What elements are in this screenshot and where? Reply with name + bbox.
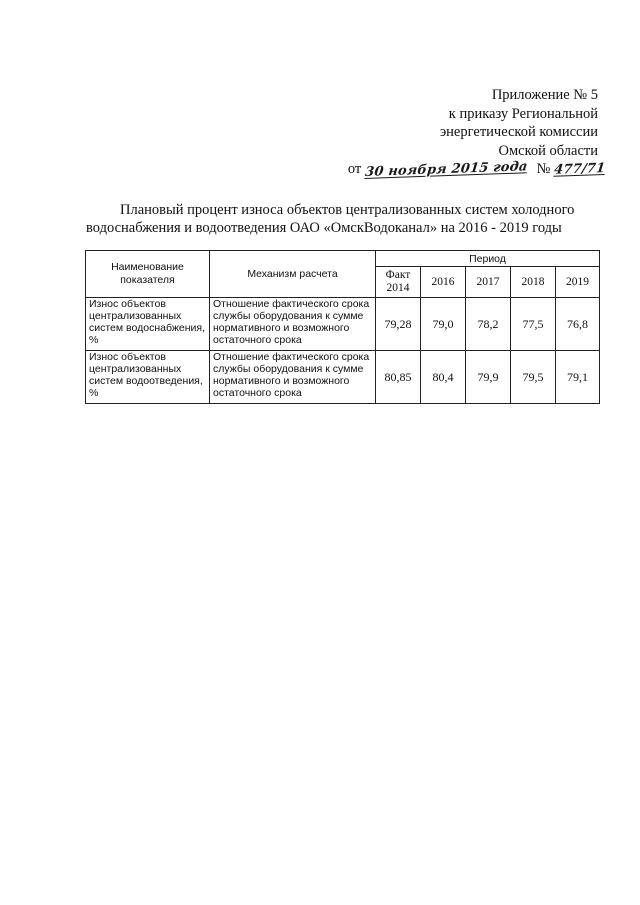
table-row <box>86 298 600 351</box>
indicator-name: Износ объектов централизованных систем водоснабжения, % <box>86 298 210 351</box>
handwritten-number: 477/71 <box>553 160 607 178</box>
from-label: от <box>347 161 362 177</box>
depreciation-table <box>85 250 600 404</box>
order-reference: к приказу Региональной <box>448 105 598 122</box>
appendix-number: Приложение № 5 <box>491 87 598 103</box>
region-name: Омской области <box>498 142 598 159</box>
value-cell: 79,1 <box>556 351 600 404</box>
order-date-line <box>278 159 607 180</box>
table-row <box>86 351 600 404</box>
number-label: № <box>536 161 551 177</box>
value-cell: 80,4 <box>421 351 466 404</box>
header-mechanism: Механизм расчета <box>210 251 376 298</box>
value-cell: 79,9 <box>466 351 511 404</box>
header-year: 2018 <box>511 267 556 298</box>
document-title: Плановый процент износа объектов централизованных систем холодного водоснабжения и водоотведения ОАО «ОмскВодоканал» на 2016 - 2019 годы <box>86 202 575 236</box>
value-cell: 79,5 <box>511 351 556 404</box>
value-cell: 79,0 <box>421 298 466 351</box>
header-year: Факт 2014 <box>376 267 421 298</box>
commission-name: энергетической комиссии <box>439 124 598 140</box>
handwritten-date: 30 ноября 2015 года <box>364 159 529 180</box>
header-year: 2019 <box>556 267 600 298</box>
value-cell: 77,5 <box>511 298 556 351</box>
appendix-header <box>278 86 607 180</box>
indicator-name: Износ объектов централизованных систем водоотведения, % <box>86 351 210 404</box>
value-cell: 76,8 <box>556 298 600 351</box>
header-year: 2017 <box>466 267 511 298</box>
header-period: Период <box>376 251 600 267</box>
value-cell: 80,85 <box>376 351 421 404</box>
table-header-row <box>86 251 600 267</box>
header-indicator-name: Наименование показателя <box>86 251 210 298</box>
calculation-mechanism: Отношение фактического срока службы оборудования к сумме нормативного и возможного остаточного срока <box>210 298 376 351</box>
value-cell: 78,2 <box>466 298 511 351</box>
value-cell: 79,28 <box>376 298 421 351</box>
header-year: 2016 <box>421 267 466 298</box>
calculation-mechanism: Отношение фактического срока службы оборудования к сумме нормативного и возможного остаточного срока <box>210 351 376 404</box>
